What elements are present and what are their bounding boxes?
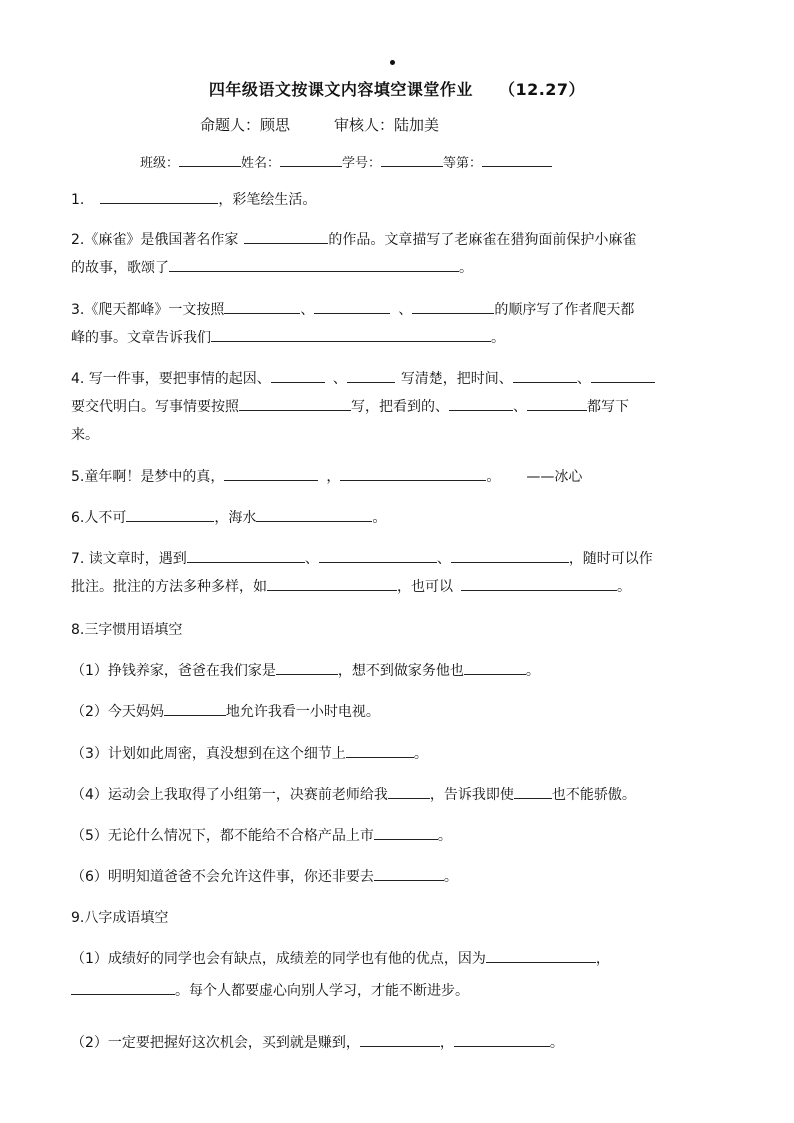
q7-blank-1[interactable] <box>187 548 305 563</box>
q9-heading: 9.八字成语填空 <box>71 910 169 926</box>
q8-3-text-b: 。 <box>413 746 428 762</box>
q9-1-blank-2[interactable] <box>71 980 175 995</box>
q8-6-blank-1[interactable] <box>374 866 444 881</box>
q8-4-text-a: （4）运动会上我取得了小组第一，决赛前老师给我 <box>71 787 388 803</box>
student-id-blank[interactable] <box>381 152 443 167</box>
q9-1-text-c: 。每个人都要虚心向别人学习，才能不断进步。 <box>175 983 469 999</box>
q6-text-a: 6.人不可 <box>71 510 127 526</box>
title-date: （12.27） <box>498 80 586 99</box>
q8-1-blank-1[interactable] <box>276 660 338 675</box>
q3-blank-1[interactable] <box>224 299 300 314</box>
q6-text-b: ，海水 <box>214 510 257 526</box>
grade-label: 等第： <box>443 156 483 171</box>
q2-blank-1[interactable] <box>244 229 328 244</box>
q3-text-f: 。 <box>491 330 505 346</box>
q3-blank-3[interactable] <box>412 299 494 314</box>
q7-text-a: 7. 读文章时，遇到 <box>71 551 187 567</box>
reviewer-label: 审核人：陆加美 <box>334 116 440 134</box>
q8-4-text-c: 也不能骄傲。 <box>551 787 636 803</box>
q8-5-text-b: 。 <box>437 828 452 844</box>
q4-text-c: 写清楚，把时间、 <box>400 371 513 387</box>
question-3 <box>71 296 716 352</box>
q5-text-c: 。 <box>486 469 501 485</box>
question-9-item-2 <box>71 1029 716 1057</box>
q4-text-b: 、 <box>332 371 347 387</box>
question-4 <box>71 365 716 449</box>
q3-text-b: 、 <box>300 302 315 318</box>
q8-4-blank-2[interactable] <box>514 784 552 799</box>
header-dot <box>390 60 395 65</box>
question-8-item-2 <box>71 698 716 726</box>
q4-text-f: 写，把看到的、 <box>351 399 449 415</box>
q8-5-text-a: （5）无论什么情况下，都不能给不合格产品上市 <box>71 828 374 844</box>
authors-line <box>200 114 439 135</box>
q9-2-text-a: （2）一定要把握好这次机会，买到就是赚到， <box>71 1035 360 1051</box>
q4-blank-5[interactable] <box>239 396 351 411</box>
page-title <box>0 77 794 100</box>
question-7 <box>71 545 716 601</box>
q8-3-text-a: （3）计划如此周密，真没想到在这个细节上 <box>71 746 346 762</box>
q8-2-text-b: 地允许我看一小时电视。 <box>225 704 380 720</box>
q5-text-a: 5.童年啊！是梦中的真， <box>71 469 225 485</box>
q8-4-text-b: ，告诉我即使 <box>429 787 514 803</box>
q6-text-c: 。 <box>372 510 387 526</box>
question-8-item-1 <box>71 657 716 685</box>
q4-text-d: 、 <box>576 371 591 387</box>
q5-blank-1[interactable] <box>224 466 318 481</box>
q4-blank-3[interactable] <box>513 368 577 383</box>
q7-blank-2[interactable] <box>319 548 437 563</box>
q4-text-h: 都写下 <box>587 399 629 415</box>
q8-1-blank-2[interactable] <box>464 660 526 675</box>
q3-text-c: 、 <box>398 302 413 318</box>
q9-2-blank-2[interactable] <box>454 1032 550 1047</box>
q8-5-blank-1[interactable] <box>374 825 438 840</box>
title-text: 四年级语文按课文内容填空课堂作业 <box>208 80 473 99</box>
q8-1-text-a: （1）挣钱养家，爸爸在我们家是 <box>71 663 276 679</box>
q1-blank-1[interactable] <box>100 189 218 204</box>
q6-blank-2[interactable] <box>256 507 372 522</box>
question-8-item-3 <box>71 740 716 768</box>
q6-blank-1[interactable] <box>126 507 214 522</box>
q2-text-c: 的故事，歌颂了 <box>71 260 169 276</box>
q4-text-a: 4. 写一件事，要把事情的起因、 <box>71 371 271 387</box>
q3-text-a: 3.《爬天都峰》一文按照 <box>71 302 225 318</box>
q7-text-f: ，也可以 <box>397 579 453 595</box>
q7-blank-3[interactable] <box>451 548 569 563</box>
q8-1-text-b: ，想不到做家务他也 <box>337 663 464 679</box>
q9-2-blank-1[interactable] <box>360 1032 440 1047</box>
class-label: 班级： <box>140 156 180 171</box>
q4-blank-1[interactable] <box>271 368 325 383</box>
q4-text-i: 来。 <box>71 427 99 443</box>
q2-text-b: 的作品。文章描写了老麻雀在猎狗面前保护小麻雀 <box>328 232 637 248</box>
q4-blank-2[interactable] <box>347 368 395 383</box>
q8-6-text-b: 。 <box>443 869 458 885</box>
q3-blank-4[interactable] <box>211 327 491 342</box>
q7-text-e: 批注。批注的方法多种多样，如 <box>71 579 267 595</box>
class-blank[interactable] <box>179 152 241 167</box>
question-8-item-4 <box>71 781 716 809</box>
question-9-heading <box>71 904 716 932</box>
name-label: 姓名： <box>241 156 281 171</box>
q8-3-blank-1[interactable] <box>346 743 414 758</box>
q7-blank-4[interactable] <box>267 576 397 591</box>
q7-text-b: 、 <box>304 551 319 567</box>
question-9-item-1 <box>71 945 716 1005</box>
q7-text-d: ，随时可以作 <box>568 551 653 567</box>
q7-text-c: 、 <box>436 551 451 567</box>
q9-1-text-b: ， <box>595 951 610 967</box>
q9-1-blank-1[interactable] <box>486 948 596 963</box>
q8-2-text-a: （2）今天妈妈 <box>71 704 164 720</box>
q3-text-d: 的顺序写了作者爬天都 <box>494 302 635 318</box>
q3-blank-2[interactable] <box>314 299 390 314</box>
q2-text-d: 。 <box>459 260 473 276</box>
author-label: 命题人：顾思 <box>200 116 291 134</box>
question-2 <box>71 226 716 282</box>
q2-text-a: 2.《麻雀》是俄国著名作家 <box>71 232 239 248</box>
question-8-item-5 <box>71 822 716 850</box>
name-blank[interactable] <box>280 152 342 167</box>
question-1 <box>71 186 716 214</box>
question-6 <box>71 504 716 532</box>
q5-blank-2[interactable] <box>340 466 486 481</box>
q8-2-blank-1[interactable] <box>164 701 226 716</box>
q4-text-g: 、 <box>513 399 527 415</box>
q2-blank-2[interactable] <box>169 257 459 272</box>
q3-text-e: 峰的事。文章告诉我们 <box>71 330 211 346</box>
q9-2-text-b: ， <box>439 1035 454 1051</box>
question-8-heading <box>71 616 716 644</box>
q8-4-blank-1[interactable] <box>388 784 430 799</box>
q8-6-text-a: （6）明明知道爸爸不会允许这件事，你还非要去 <box>71 869 374 885</box>
q4-blank-6[interactable] <box>449 396 513 411</box>
q7-blank-5[interactable] <box>461 576 617 591</box>
q4-text-e: 要交代明白。写事情要按照 <box>71 399 239 415</box>
q5-text-b: ， <box>326 469 341 485</box>
student-id-label: 学号： <box>342 156 382 171</box>
q8-heading: 8.三字惯用语填空 <box>71 622 183 638</box>
q7-text-g: 。 <box>617 579 631 595</box>
grade-blank[interactable] <box>482 152 552 167</box>
question-5 <box>71 463 716 491</box>
q9-2-text-c: 。 <box>549 1035 564 1051</box>
q4-blank-7[interactable] <box>527 396 587 411</box>
question-8-item-6 <box>71 863 716 891</box>
q1-number: 1. <box>71 192 85 208</box>
q4-blank-4[interactable] <box>591 368 655 383</box>
q5-attribution: ——冰心 <box>526 469 583 485</box>
student-info-line <box>140 152 552 171</box>
q9-1-text-a: （1）成绩好的同学也会有缺点，成绩差的同学也有他的优点，因为 <box>71 951 486 967</box>
q1-text: ，彩笔绘生活。 <box>218 192 317 208</box>
q8-1-text-c: 。 <box>525 663 540 679</box>
